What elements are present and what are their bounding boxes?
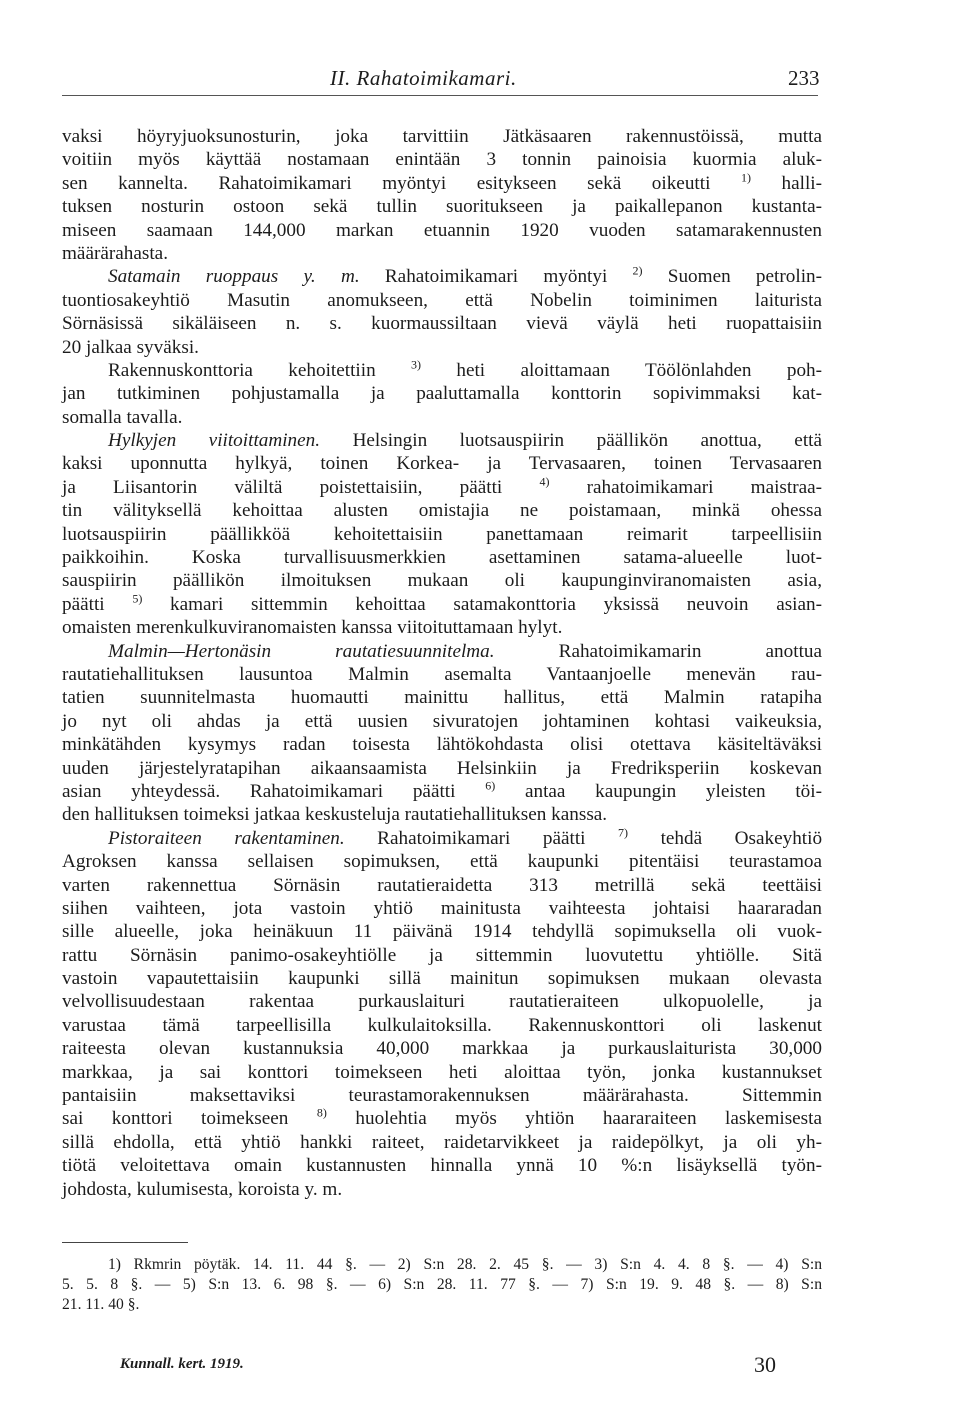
text-span: Rahatoimikamarin anottua <box>558 640 823 662</box>
body-line <box>62 452 822 475</box>
section-heading: Pistoraiteen rakentaminen. <box>108 827 345 849</box>
body-line <box>62 1178 822 1201</box>
body-line <box>62 523 822 546</box>
text-span: uuden järjestelyratapihan aikaansaamista Helsinkiin ja Fredriksperiin koskevan <box>62 757 822 779</box>
text-span: rattu Sörnäsin panimo-osakeyhtiölle ja sittemmin luovutettu yhtiölle. Sitä <box>62 944 822 966</box>
header-rule <box>62 95 818 96</box>
body-line <box>62 710 822 733</box>
text-span: jan tutkiminen pohjustamalla ja paaluttamalla konttorin sopivimmaksi kat- <box>62 383 822 405</box>
text-span: antaa kaupungin yleisten töi- <box>524 780 822 802</box>
page-number: 233 <box>788 66 820 90</box>
text-span: siihen vaihteen, jota vastoin yhtiö mainitusta vaihteesta johtaisi haararadan <box>62 897 822 919</box>
body-line <box>62 803 822 826</box>
body-line <box>62 944 822 967</box>
text-span: Sörnäsissä sikäläiseen n. s. kuormaussiltaan vievä väylä heti ruopattaisiin <box>62 313 822 335</box>
text-span: 20 jalkaa syväksi. <box>62 336 199 358</box>
body-line <box>62 850 822 873</box>
text-span: raiteesta olevan kustannuksia 40,000 markkaa ja purkauslaiturista 30,000 <box>62 1038 822 1060</box>
footnote-ref: 2) <box>632 263 643 278</box>
body-line <box>62 172 822 195</box>
text-span: Helsingin luotsauspiirin päällikön anottua, että <box>352 430 822 452</box>
body-line <box>62 382 822 405</box>
body-line <box>62 569 822 592</box>
section-heading: Satamain ruoppaus y. m. <box>108 266 360 288</box>
text-span: ja Liisantorin väliltä poistettaisiin, päätti <box>62 476 503 498</box>
body-line <box>62 1084 822 1107</box>
body-line <box>62 1037 822 1060</box>
footnote-rule <box>62 1242 188 1243</box>
text-span: pantaisiin maksettaviksi teurastamorakennuksen määrärahasta. Sittemmin <box>62 1085 822 1107</box>
text-span: asian yhteydessä. Rahatoimikamari päätti <box>62 780 456 802</box>
body-line <box>62 219 822 242</box>
body-line <box>62 195 822 218</box>
footnote-ref: 8) <box>316 1106 327 1121</box>
text-span: omaisten merenkulkuviranomaisten kanssa viitoituttamaan hylyt. <box>62 617 563 639</box>
text-span: halli- <box>781 172 823 194</box>
body-line <box>62 406 822 429</box>
body-line <box>62 265 822 288</box>
footnote-line: 21. 11. 40 §. <box>62 1296 140 1313</box>
running-header-title: II. Rahatoimikamari. <box>330 66 517 90</box>
text-span: johdosta, kulumisesta, koroista y. m. <box>62 1178 343 1200</box>
text-span: tin välityksellä kehoittaa alusten omistajia ne poistamaan, minkä ohessa <box>62 500 822 522</box>
text-span: tatien suunnitelmasta huomautti mainittu hallitus, että Malmin ratapiha <box>62 687 822 709</box>
body-line <box>62 827 822 850</box>
body-line <box>62 920 822 943</box>
body-line <box>62 686 822 709</box>
text-span: kamari sittemmin kehoittaa satamakonttoria yksissä neuvoin asian- <box>170 593 823 615</box>
body-line <box>62 336 822 359</box>
text-span: varustaa tämä tarpeellisilla kulkulaitoksilla. Rakennuskonttori oli laskenut <box>62 1014 822 1036</box>
text-span: markkaa, ja sai konttori toimekseen heti aloittaa työn, jonka kustannukset <box>62 1061 822 1083</box>
text-span: sai konttori toimekseen <box>62 1108 289 1130</box>
text-span: tuontiosakeyhtiö Masutin anomukseen, että Nobelin toiminimen laiturista <box>62 289 822 311</box>
body-line <box>62 148 822 171</box>
text-span: vastoin vapautettaisiin kaupunki sillä mainitun sopimuksen mukaan olevasta <box>62 968 822 990</box>
body-line <box>62 546 822 569</box>
text-span: vaksi höyryjuoksunosturin, joka tarvittiin Jätkäsaaren rakennustöissä, mutta <box>62 126 822 147</box>
body-line <box>62 663 822 686</box>
text-span: luotsauspiirin päällikköä kehoitettaisiin panettamaan reimarit tarpeellisiin <box>62 523 822 545</box>
text-span: sauspiirin päällikön ilmoituksen mukaan oli kaupunginviranomaisten asia, <box>62 570 822 592</box>
body-line <box>62 897 822 920</box>
body-line <box>62 1107 822 1130</box>
source-reference: Kunnall. kert. 1919. <box>120 1356 244 1372</box>
footnote-ref: 3) <box>411 357 422 372</box>
body-line <box>62 733 822 756</box>
text-span: Suomen petrolin- <box>667 266 823 288</box>
body-line <box>62 640 822 663</box>
body-line <box>62 289 822 312</box>
body-line <box>62 874 822 897</box>
body-line <box>62 990 822 1013</box>
body-line <box>62 1061 822 1084</box>
body-line <box>62 476 822 499</box>
text-span: den hallituksen toimeksi jatkaa keskusteluja rautatiehallituksen kanssa. <box>62 804 608 826</box>
footnote-ref: 6) <box>485 778 496 793</box>
text-span: huolehtia myös yhtiön haararaiteen laskemisesta <box>355 1108 822 1130</box>
text-span: voitiin myös käyttää nostamaan enintään 3 tonnin painoisia kuormia aluk- <box>62 149 822 171</box>
text-span: varten rakennettua Sörnäsin rautatieraidetta 313 metrillä sekä teettäisi <box>62 874 822 896</box>
text-span: kaksi uponnutta hylkyä, toinen Korkea- ja Tervasaaren, toinen Tervasaaren <box>62 453 822 475</box>
text-span: minkätähden kysymys radan toisesta lähtökohdasta olisi otettava käsiteltäväksi <box>62 734 822 756</box>
text-span: sillä ehdolla, että yhtiö hankki raiteet, raidetarvikkeet ja raidepölkyt, ja oli yh- <box>62 1131 822 1153</box>
body-text <box>62 125 822 1201</box>
text-span: rautatiehallituksen lausuntoa Malmin asemalta Vantaanjoelle menevän rau- <box>62 663 822 685</box>
body-line <box>62 1014 822 1037</box>
body-line <box>62 499 822 522</box>
text-span: Rahatoimikamari päätti <box>377 827 586 849</box>
body-line <box>62 616 822 639</box>
text-span: tiötä veloitettava omain kustannusten hinnalla ynnä 10 %:n lisäyksellä työn- <box>62 1155 822 1177</box>
text-span: paikkoihin. Koska turvallisuusmerkkien asettaminen satama-alueelle luot- <box>62 547 822 569</box>
body-line <box>62 429 822 452</box>
footnotes <box>62 1255 822 1315</box>
footnote-ref: 4) <box>539 474 550 489</box>
body-line <box>62 967 822 990</box>
body-line <box>62 757 822 780</box>
body-line <box>62 125 822 148</box>
text-span: sen kannelta. Rahatoimikamari myöntyi esitykseen sekä oikeutti <box>62 172 711 194</box>
section-heading: Hylkyjen viitoittaminen. <box>108 430 321 452</box>
text-span: Rahatoimikamari myöntyi <box>384 266 608 288</box>
section-heading: Malmin—Hertonäsin rautatiesuunnitelma. <box>108 640 495 662</box>
footnote-line: 1) Rkmrin pöytäk. 14. 11. 44 §. — 2) S:n 28. 2. 45 §. — 3) S:n 4. 4. 8 §. — 4) S:n <box>108 1256 822 1273</box>
footnote-ref: 5) <box>132 591 143 606</box>
body-line <box>62 359 822 382</box>
footnote-ref: 7) <box>618 825 629 840</box>
text-span: sille alueelle, joka heinäkuun 11 päivänä 1914 tehdyllä sopimuksella oli vuok- <box>62 921 822 943</box>
text-span: jo nyt oli ahdas ja että uusien sivuratojen johtaminen kohtasi vaikeuksia, <box>62 710 822 732</box>
footnote-line: 5. 5. 8 §. — 5) S:n 13. 6. 98 §. — 6) S:n 28. 11. 77 §. — 7) S:n 19. 9. 48 §. — 8) S:n <box>62 1276 822 1293</box>
text-span: rahatoimikamari maistraa- <box>586 476 823 498</box>
body-line <box>62 593 822 616</box>
body-line <box>62 780 822 803</box>
text-span: Rakennuskonttoria kehoitettiin <box>108 359 376 381</box>
body-line <box>62 312 822 335</box>
body-line <box>62 242 822 265</box>
footnote-ref: 1) <box>740 170 751 185</box>
text-span: Agroksen kanssa sellaisen sopimuksen, että kaupunki pitentäisi teurastamoa <box>62 851 822 873</box>
text-span: heti aloittamaan Töölönlahden poh- <box>456 359 823 381</box>
signature-number: 30 <box>754 1352 776 1377</box>
text-span: velvollisuudestaan rakentaa purkauslaituri rautatieraiteen ulkopuolelle, ja <box>62 991 822 1013</box>
body-line <box>62 1131 822 1154</box>
text-span: määrärahasta. <box>62 242 168 264</box>
text-span: päätti <box>62 593 105 615</box>
body-line <box>62 1154 822 1177</box>
text-span: tuksen nosturin ostoon sekä tullin suoritukseen ja paikallepanon kustanta- <box>62 196 822 218</box>
text-span: somalla tavalla. <box>62 406 183 428</box>
text-span: miseen saamaan 144,000 markan etuannin 1920 vuoden satamarakennusten <box>62 219 822 241</box>
text-span: tehdä Osakeyhtiö <box>660 827 823 849</box>
